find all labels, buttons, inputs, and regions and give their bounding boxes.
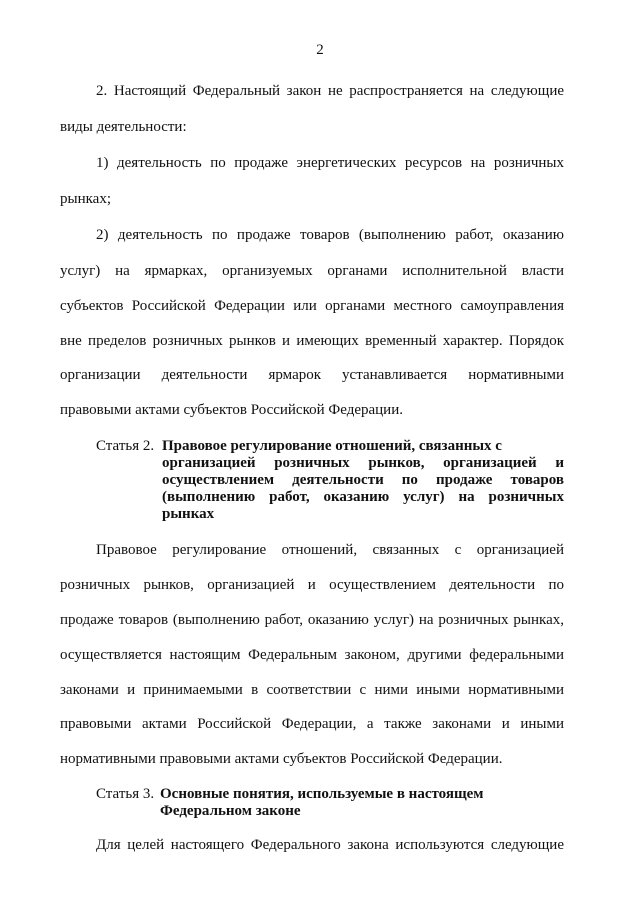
article-3-title-line-2: Федеральном законе — [160, 803, 301, 819]
item-2-line-4: вне пределов розничных рынков и имеющих временный характер. Порядок — [60, 333, 564, 349]
article-2-body-line-5: законами и принимаемыми в соответствии с ними иными нормативными — [60, 682, 564, 698]
article-2-title-line-2: организацией розничных рынков, организацией и — [162, 455, 564, 471]
article-2-body-line-7: нормативными правовыми актами субъектов Российской Федерации. — [60, 751, 503, 767]
item-2-line-6: правовыми актами субъектов Российской Федерации. — [60, 402, 403, 418]
article-2-body-line-4: осуществляется настоящим Федеральным законом, другими федеральными — [60, 647, 564, 663]
article-2-body-line-3: продаже товаров (выполнению работ, оказанию услуг) на розничных рынках, — [60, 612, 564, 628]
article-3-label: Статья 3. — [96, 786, 155, 802]
article-2-label: Статья 2. — [96, 438, 155, 454]
item-2-line-3: субъектов Российской Федерации или органами местного самоуправления — [60, 298, 564, 314]
article-2-title-line-4: (выполнению работ, оказанию услуг) на розничных — [162, 489, 564, 505]
article-2-body-line-2: розничных рынков, организацией и осуществлением деятельности по — [60, 577, 564, 593]
article-2-title-line-5: рынках — [162, 506, 215, 522]
article-2-title-line-3: осуществлением деятельности по продаже товаров — [162, 472, 564, 488]
paragraph-2-line-2: виды деятельности: — [60, 119, 187, 135]
article-2-title-line-1: Правовое регулирование отношений, связанных с — [162, 438, 502, 454]
item-2-line-2: услуг) на ярмарках, организуемых органами исполнительной власти — [60, 263, 564, 279]
article-3-title-line-1: Основные понятия, используемые в настоящем — [160, 786, 484, 802]
article-2-body-line-1: Правовое регулирование отношений, связанных с организацией — [96, 542, 564, 558]
item-2-line-5: организации деятельности ярмарок устанавливается нормативными — [60, 367, 564, 383]
item-1-line-2: рынках; — [60, 191, 111, 207]
paragraph-2-line-1: 2. Настоящий Федеральный закон не распространяется на следующие — [96, 83, 564, 99]
item-1-line-1: 1) деятельность по продаже энергетических ресурсов на розничных — [96, 155, 564, 171]
article-3-body-line-1: Для целей настоящего Федерального закона используются следующие — [96, 837, 564, 853]
item-2-line-1: 2) деятельность по продаже товаров (выполнению работ, оказанию — [96, 227, 564, 243]
article-2-body-line-6: правовыми актами Российской Федерации, а также законами и иными — [60, 716, 564, 732]
page-number: 2 — [316, 42, 324, 58]
